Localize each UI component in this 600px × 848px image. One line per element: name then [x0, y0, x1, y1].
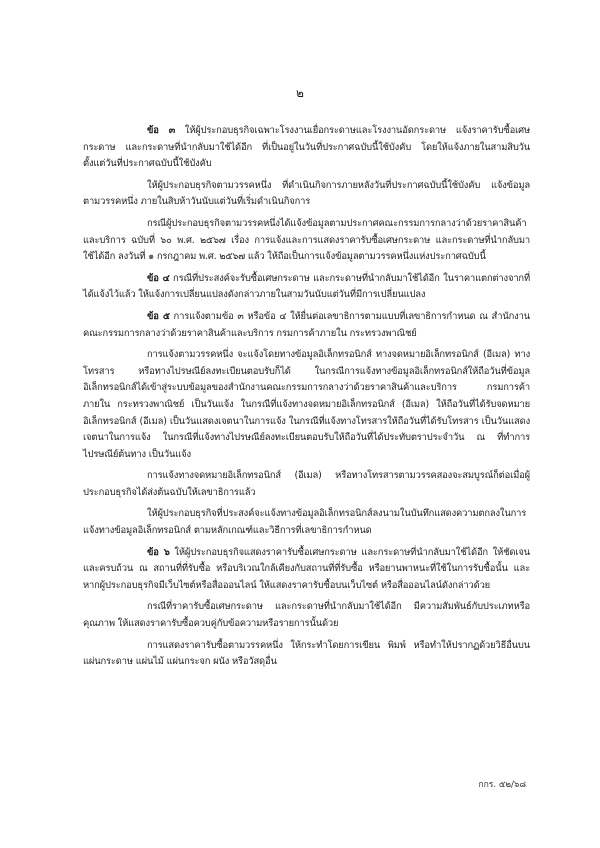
paragraph	[83, 599, 530, 632]
paragraph-text: การแจ้งทางจดหมายอิเล็กทรอนิกส์ (อีเมล) หรือทางโทรสารตามวรรคสองจะสมบูรณ์ก็ต่อเมื่อผู้ประกอบธุรกิจได้ส่งต้นฉบับให้เลขาธิการแล้ว	[83, 470, 530, 498]
paragraph-clause-3	[83, 123, 530, 173]
paragraph	[83, 506, 530, 539]
paragraph	[83, 468, 530, 501]
paragraph-text: การแจ้งตามวรรคหนึ่ง จะแจ้งโดยทางข้อมูลอิเล็กทรอนิกส์ ทางจดหมายอิเล็กทรอนิกส์ (อีเมล) ทางโทรสาร หรือทางไปรษณีย์ลงทะเบียนตอบรับก็ได้ ในกรณีการแจ้งทางข้อมูลอิเล็กทรอนิกส์ให้ถือวันที่ข้อมูลอิเล็กทรอนิกส์ได้เข้าสู่ระบบข้อมูลของสำนักงานคณะกรรมการกลางว่าด้วยราคาสินค้าและบริการ กรมการค้าภายใน กระทรวงพาณิชย์ เป็นวันแจ้ง ในกรณีที่แจ้งทางจดหมายอิเล็กทรอนิกส์ (อีเมล) ให้ถือวันที่ได้รับจดหมายอิเล็กทรอนิกส์ (อีเมล) เป็นวันแสดงเจตนาในการแจ้ง ในกรณีที่แจ้งทางโทรสารให้ถือวันที่ได้รับโทรสาร เป็นวันแสดงเจตนาในการแจ้ง ในกรณีที่แจ้งทางไปรษณีย์ลงทะเบียนตอบรับให้ถือวันที่ได้ประทับตราประจำวัน ณ ที่ทำการไปรษณีย์ต้นทาง เป็นวันแจ้ง	[83, 349, 530, 460]
paragraph-clause-6	[83, 545, 530, 595]
document-body	[83, 118, 530, 671]
paragraph-clause-5	[83, 309, 530, 342]
paragraph-text: ให้ผู้ประกอบธุรกิจเฉพาะโรงงานเยื่อกระดาษและโรงงานอัดกระดาษ แจ้งราคารับซื้อเศษกระดาษ และกระดาษที่นำกลับมาใช้ได้อีก ที่เป็นอยู่ในวันที่ประกาศฉบับนี้ใช้บังคับ โดยให้แจ้งภายในสามสิบวันตั้งแต่วันที่ประกาศฉบับนี้ใช้บังคับ	[83, 125, 530, 170]
paragraph-text: ให้ผู้ประกอบธุรกิจที่ประสงค์จะแจ้งทางข้อมูลอิเล็กทรอนิกส์ลงนามในบันทึกแสดงความตกลงในการแจ้งทางข้อมูลอิเล็กทรอนิกส์ ตามหลักเกณฑ์และวิธีการที่เลขาธิการกำหนด	[83, 508, 527, 537]
clause-heading: ข้อ ๕	[147, 310, 170, 322]
paragraph-text: กรณีที่ประสงค์จะรับซื้อเศษกระดาษ และกระดาษที่นำกลับมาใช้ได้อีก ในราคาแตกต่างจากที่ได้แจ้งไว้แล้ว ให้แจ้งการเปลี่ยนแปลงดังกล่าวภายในสามวันนับแต่วันที่มีการเปลี่ยนแปลง	[83, 272, 530, 301]
footer-document-code: กกร. ๕๒/๖๘	[478, 780, 526, 790]
paragraph-text: กรณีผู้ประกอบธุรกิจตามวรรคหนึ่งได้แจ้งข้อมูลตามประกาศคณะกรรมการกลางว่าด้วยราคาสินค้าและบริการ ฉบับที่ ๖๐ พ.ศ. ๒๕๖๗ เรื่อง การแจ้งและการแสดงราคารับซื้อเศษกระดาษ และกระดาษที่นำกลับมาใช้ได้อีก ลงวันที่ ๑ กรกฎาคม พ.ศ. ๒๕๖๗ แล้ว ให้ถือเป็นการแจ้งข้อมูลตามวรรคหนึ่งแห่งประกาศฉบับนี้	[83, 217, 530, 263]
page-number: ๒	[296, 86, 304, 100]
paragraph	[83, 178, 530, 211]
paragraph-clause-4	[83, 271, 530, 304]
paragraph-text: ให้ผู้ประกอบธุรกิจตามวรรคหนึ่ง ที่ดำเนินกิจการภายหลังวันที่ประกาศฉบับนี้ใช้บังคับ แจ้งข้อมูลตามวรรคหนึ่ง ภายในสิบห้าวันนับแต่วันที่เริ่มดำเนินกิจการ	[83, 179, 530, 208]
paragraph-text: การแสดงราคารับซื้อตามวรรคหนึ่ง ให้กระทำโดยการเขียน พิมพ์ หรือทำให้ปรากฏด้วยวิธีอื่นบนแผ่นกระดาษ แผ่นไม้ แผ่นกระจก ผนัง หรือวัสดุอื่น	[83, 639, 530, 668]
paragraph	[83, 216, 530, 266]
clause-heading: ข้อ ๔	[147, 272, 170, 284]
paragraph	[83, 347, 530, 463]
clause-heading: ข้อ ๖	[147, 546, 170, 558]
paragraph-text: กรณีที่ราคารับซื้อเศษกระดาษ และกระดาษที่นำกลับมาใช้ได้อีก มีความสัมพันธ์กับประเภทหรือคุณภาพ ให้แสดงราคารับซื้อควบคู่กับข้อความหรือรายการนั้นด้วย	[83, 601, 530, 630]
paragraph	[83, 638, 530, 671]
clause-heading: ข้อ ๓	[147, 125, 176, 136]
paragraph-text: ให้ผู้ประกอบธุรกิจแสดงราคารับซื้อเศษกระดาษ และกระดาษที่นำกลับมาใช้ได้อีก ให้ชัดเจนและครบถ้วน ณ สถานที่ที่รับซื้อ หรือบริเวณใกล้เคียงกับสถานที่ที่รับซื้อ หรือยานพาหนะที่ใช้ในการรับซื้อนั้น และหากผู้ประกอบธุรกิจมีเว็บไซต์หรือสื่อออนไลน์ ให้แสดงราคารับซื้อบนเว็บไซต์ หรือสื่อออนไลน์ดังกล่าวด้วย	[83, 546, 531, 591]
paragraph-text: การแจ้งตามข้อ ๓ หรือข้อ ๔ ให้ยื่นต่อเลขาธิการตามแบบที่เลขาธิการกำหนด ณ สำนักงานคณะกรรมการกลางว่าด้วยราคาสินค้าและบริการ กรมการค้าภายใน กระทรวงพาณิชย์	[83, 310, 530, 339]
